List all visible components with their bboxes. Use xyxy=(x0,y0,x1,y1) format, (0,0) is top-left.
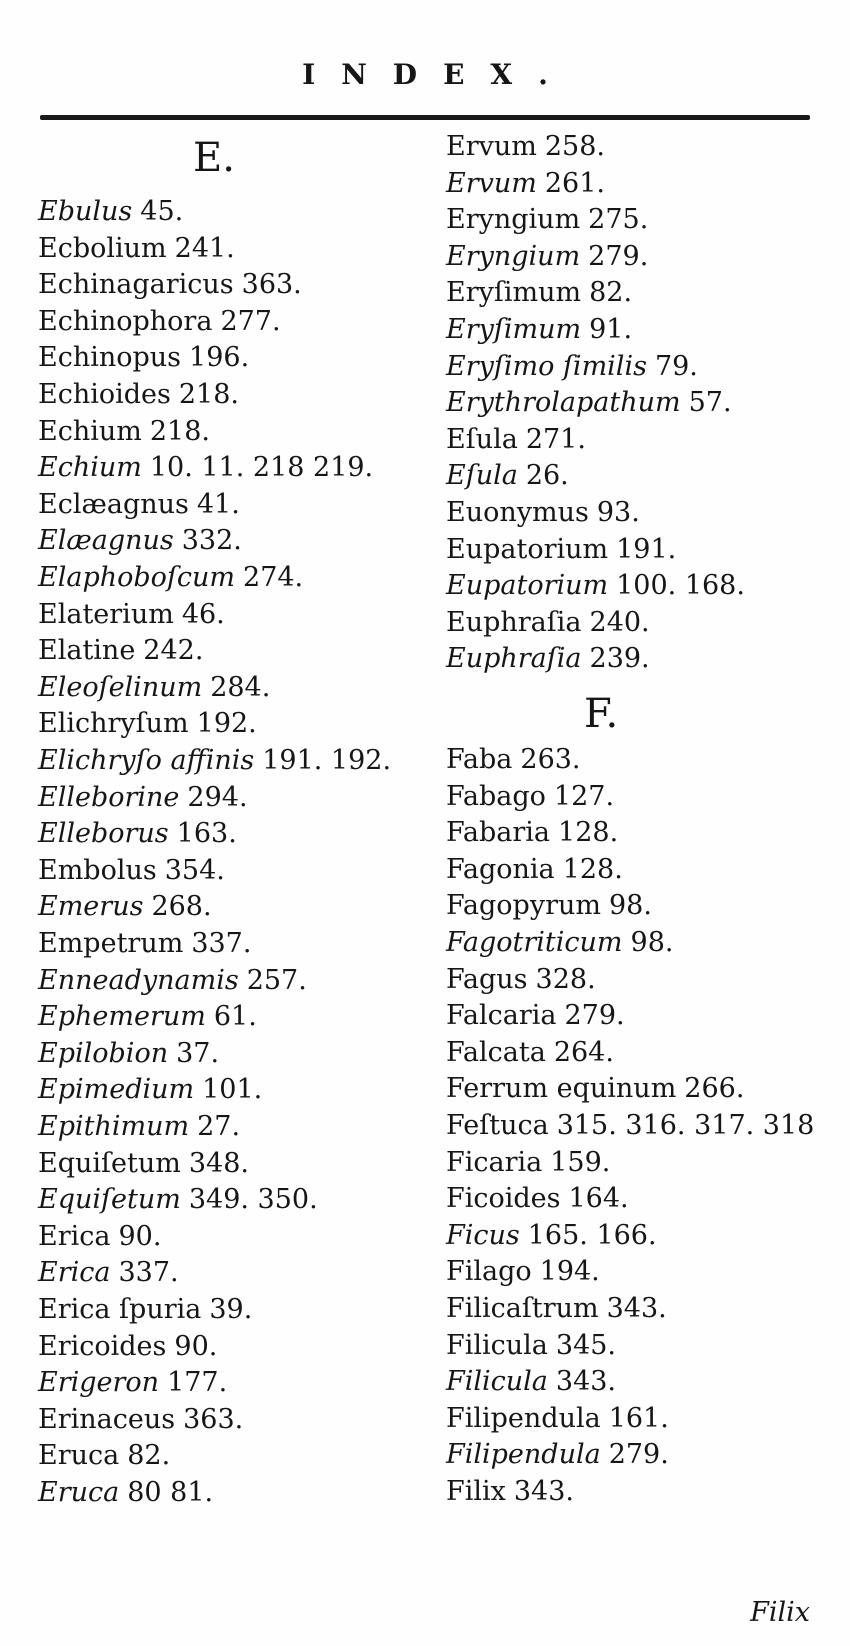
entry-term: Erigeron xyxy=(38,1367,160,1399)
entry-page-refs: 163. xyxy=(176,818,237,850)
index-entry xyxy=(38,563,303,593)
entry-term: Euphraſia xyxy=(446,606,582,638)
entry-page-refs: 10. 11. 218 219. xyxy=(149,452,374,484)
index-entry xyxy=(446,1331,616,1361)
entry-term: Equiſetum xyxy=(38,1147,181,1179)
entry-page-refs: 191. 192. xyxy=(262,745,392,776)
index-entry xyxy=(446,425,586,455)
entry-page-refs: 177. xyxy=(167,1367,228,1399)
entry-term: Ecbolium xyxy=(38,232,167,264)
index-entry xyxy=(446,315,632,345)
entry-term: Fagus xyxy=(446,963,528,995)
entry-term: Eupatorium xyxy=(446,533,609,565)
index-entry xyxy=(446,1148,610,1178)
entry-term: Fabaria xyxy=(446,817,551,849)
index-entry xyxy=(38,234,235,264)
entry-page-refs: 41. xyxy=(196,488,240,520)
entry-page-refs: 343. xyxy=(606,1293,667,1324)
entry-page-refs: 337. xyxy=(118,1257,179,1289)
index-entry xyxy=(446,1184,629,1214)
entry-page-refs: 39. xyxy=(209,1294,253,1325)
index-entry xyxy=(38,343,249,373)
entry-term: Eupatorium xyxy=(446,570,609,602)
entry-term: Eleoſelinum xyxy=(38,671,203,703)
entry-term: Filago xyxy=(446,1256,532,1288)
index-entry xyxy=(446,571,745,601)
entry-term: Euonymus xyxy=(446,497,589,528)
entry-term: Fagopyrum xyxy=(446,890,601,922)
entry-term: Erica ſpuria xyxy=(38,1294,202,1325)
index-entry xyxy=(446,1221,657,1251)
index-entry xyxy=(446,1111,814,1141)
entry-term: Ericoides xyxy=(38,1330,167,1362)
index-entry xyxy=(446,855,623,885)
index-entry xyxy=(446,782,614,812)
entry-page-refs: 57. xyxy=(688,387,732,419)
entry-term: Emerus xyxy=(38,891,144,923)
entry-term: Epilobion xyxy=(38,1037,169,1069)
entry-page-refs: 98. xyxy=(608,890,652,922)
entry-term: Echium xyxy=(38,452,142,484)
entry-page-refs: 343. xyxy=(555,1366,617,1398)
index-entry xyxy=(446,1074,744,1104)
index-entry xyxy=(38,197,183,227)
entry-page-refs: 101. xyxy=(202,1074,263,1106)
index-entry xyxy=(446,169,605,199)
entry-term: Ficoides xyxy=(446,1183,561,1215)
entry-page-refs: 271. xyxy=(525,423,586,455)
entry-page-refs: 46. xyxy=(181,598,225,630)
entry-term: Eryſimum xyxy=(446,314,582,345)
entry-term: Elleborus xyxy=(38,818,169,850)
entry-page-refs: 161. xyxy=(608,1402,669,1434)
entry-term: Eclæagnus xyxy=(38,488,189,520)
entry-page-refs: 279. xyxy=(564,1000,625,1032)
entry-term: Echioides xyxy=(38,379,171,410)
entry-term: Feſtuca xyxy=(446,1110,549,1141)
entry-term: Eſula xyxy=(446,423,518,455)
entry-page-refs: 349. 350. xyxy=(188,1184,318,1216)
entry-term: Elichryſo affinis xyxy=(38,745,255,776)
entry-page-refs: 363. xyxy=(183,1403,244,1435)
index-entry xyxy=(446,965,596,995)
entry-page-refs: 257. xyxy=(246,964,307,996)
entry-page-refs: 194. xyxy=(539,1256,600,1288)
index-entry xyxy=(446,608,650,638)
index-entry xyxy=(446,1440,669,1470)
index-entry xyxy=(446,278,632,308)
index-entry xyxy=(446,745,581,775)
entry-page-refs: 261. xyxy=(544,167,605,199)
entry-term: Elichryſum xyxy=(38,708,189,740)
entry-page-refs: 268. xyxy=(151,891,212,923)
index-entry xyxy=(38,270,302,300)
index-entry xyxy=(38,1368,227,1398)
entry-page-refs: 279. xyxy=(608,1439,669,1471)
entry-page-refs: 343. xyxy=(513,1476,574,1507)
entry-page-refs: 90. xyxy=(118,1220,162,1252)
entry-page-refs: 91. xyxy=(589,314,633,345)
entry-page-refs: 277. xyxy=(220,305,281,337)
entry-page-refs: 284. xyxy=(210,671,271,703)
entry-page-refs: 258. xyxy=(544,131,605,162)
entry-term: Eryſimo ſimilis xyxy=(446,350,647,382)
entry-page-refs: 164. xyxy=(568,1183,629,1215)
entry-page-refs: 159. xyxy=(550,1146,611,1178)
index-entry xyxy=(38,1075,262,1105)
entry-term: Eryſimum xyxy=(446,277,582,309)
index-entry xyxy=(38,746,391,776)
entry-page-refs: 45. xyxy=(140,196,184,227)
entry-term: Ficus xyxy=(446,1219,520,1251)
entry-term: Eruca xyxy=(38,1477,120,1508)
index-entry xyxy=(38,490,240,520)
entry-page-refs: 196. xyxy=(189,342,250,374)
index-entry xyxy=(446,535,676,565)
entry-term: Echium xyxy=(38,415,142,447)
index-entry xyxy=(38,929,251,959)
index-entry xyxy=(38,1185,318,1215)
entry-page-refs: 218. xyxy=(178,379,239,410)
entry-page-refs: 90. xyxy=(174,1330,218,1362)
index-entry xyxy=(446,352,698,382)
index-entry xyxy=(38,1478,213,1508)
entry-page-refs: 80 81. xyxy=(127,1477,214,1508)
entry-page-refs: 264. xyxy=(553,1036,614,1068)
index-entry xyxy=(38,1332,217,1362)
index-entry xyxy=(446,1367,616,1397)
index-entry xyxy=(38,307,281,337)
index-entry xyxy=(446,818,618,848)
index-entry xyxy=(38,1295,252,1325)
entry-page-refs: 294. xyxy=(187,781,248,813)
entry-term: Equiſetum xyxy=(38,1184,181,1216)
entry-page-refs: 242. xyxy=(143,635,204,667)
entry-term: Ferrum equinum xyxy=(446,1073,677,1105)
index-entry xyxy=(38,1441,170,1471)
entry-term: Epithimum xyxy=(38,1111,190,1142)
entry-page-refs: 240. xyxy=(589,606,650,638)
index-entry xyxy=(446,242,648,272)
entry-term: Eſula xyxy=(446,460,518,492)
index-entry xyxy=(446,891,652,921)
index-entry xyxy=(446,1001,625,1031)
entry-page-refs: 279. xyxy=(588,240,649,272)
entry-page-refs: 37. xyxy=(176,1037,220,1069)
entry-term: Filicula xyxy=(446,1329,548,1361)
entry-page-refs: 363. xyxy=(241,269,302,301)
index-entry xyxy=(38,892,212,922)
section-letter: E. xyxy=(193,135,235,181)
entry-page-refs: 26. xyxy=(525,460,569,492)
index-entry xyxy=(446,1477,574,1507)
index-entry xyxy=(446,1404,669,1434)
entry-page-refs: 218. xyxy=(149,415,210,447)
index-entry xyxy=(446,1257,600,1287)
entry-page-refs: 191. xyxy=(616,533,677,565)
entry-term: Eruca xyxy=(38,1440,120,1472)
index-entry xyxy=(38,417,210,447)
entry-term: Elaphoboſcum xyxy=(38,562,236,593)
entry-term: Fagotriticum xyxy=(446,927,623,958)
entry-term: Filipendula xyxy=(446,1439,601,1471)
index-entry xyxy=(38,1112,240,1142)
entry-page-refs: 328. xyxy=(535,963,596,995)
entry-term: Filicula xyxy=(446,1366,548,1398)
entry-term: Epimedium xyxy=(38,1074,195,1106)
index-entry xyxy=(446,498,640,528)
entry-page-refs: 263. xyxy=(520,744,581,775)
index-entry xyxy=(446,388,732,418)
index-entry xyxy=(446,644,650,674)
index-entry xyxy=(38,673,270,703)
entry-term: Ephemerum xyxy=(38,1001,206,1033)
entry-term: Ebulus xyxy=(38,196,133,227)
entry-term: Falcaria xyxy=(446,1000,557,1032)
entry-term: Empetrum xyxy=(38,928,184,959)
entry-term: Faba xyxy=(446,744,513,775)
entry-term: Erica xyxy=(38,1220,111,1252)
entry-term: Echinophora xyxy=(38,305,213,337)
entry-page-refs: 79. xyxy=(654,350,698,382)
entry-page-refs: 82. xyxy=(127,1440,171,1472)
entry-page-refs: 128. xyxy=(562,853,623,885)
entry-term: Fagonia xyxy=(446,853,555,885)
index-entry xyxy=(38,1222,161,1252)
running-head: INDEX. xyxy=(302,58,574,91)
entry-page-refs: 348. xyxy=(188,1147,249,1179)
entry-page-refs: 266. xyxy=(684,1073,745,1105)
entry-term: Filix xyxy=(446,1476,506,1507)
entry-term: Eryngium xyxy=(446,240,581,272)
entry-page-refs: 239. xyxy=(589,643,650,675)
index-entry xyxy=(38,819,237,849)
entry-page-refs: 315. 316. 317. 318 xyxy=(556,1110,815,1141)
entry-term: Erica xyxy=(38,1257,111,1289)
entry-page-refs: 27. xyxy=(197,1111,241,1142)
entry-term: Falcata xyxy=(446,1036,546,1068)
entry-term: Fabago xyxy=(446,780,546,812)
entry-page-refs: 241. xyxy=(174,232,235,264)
entry-term: Elæagnus xyxy=(38,525,174,557)
entry-term: Enneadynamis xyxy=(38,964,239,996)
index-entry xyxy=(38,856,225,886)
index-entry xyxy=(38,783,248,813)
entry-page-refs: 192. xyxy=(196,708,257,740)
entry-page-refs: 128. xyxy=(558,817,619,849)
entry-term: Erinaceus xyxy=(38,1403,176,1435)
entry-term: Embolus xyxy=(38,854,157,886)
entry-page-refs: 354. xyxy=(164,854,225,886)
entry-term: Ficaria xyxy=(446,1146,543,1178)
index-entry xyxy=(446,1038,614,1068)
index-entry xyxy=(38,453,373,483)
entry-page-refs: 165. 166. xyxy=(527,1219,657,1251)
entry-page-refs: 275. xyxy=(588,204,649,236)
index-entry xyxy=(446,461,569,491)
catchword: Filix xyxy=(750,1597,810,1628)
index-entry xyxy=(38,966,307,996)
entry-page-refs: 274. xyxy=(243,562,304,593)
entry-term: Echinopus xyxy=(38,342,182,374)
entry-term: Elleborine xyxy=(38,781,180,813)
entry-page-refs: 61. xyxy=(213,1001,257,1033)
entry-term: Eryngium xyxy=(446,204,581,236)
index-entry xyxy=(38,380,239,410)
entry-term: Euphraſia xyxy=(446,643,582,675)
header-rule xyxy=(40,115,810,120)
section-letter: F. xyxy=(584,691,619,737)
entry-page-refs: 100. 168. xyxy=(616,570,745,602)
entry-term: Ervum xyxy=(446,167,537,199)
entry-page-refs: 332. xyxy=(181,525,242,557)
entry-term: Echinagaricus xyxy=(38,269,234,301)
entry-page-refs: 93. xyxy=(596,497,640,528)
index-entry xyxy=(38,1039,219,1069)
index-entry xyxy=(38,636,203,666)
index-entry xyxy=(38,1258,179,1288)
entry-page-refs: 127. xyxy=(553,780,615,812)
entry-page-refs: 98. xyxy=(630,927,674,958)
entry-term: Elaterium xyxy=(38,598,174,630)
index-entry xyxy=(38,600,225,630)
index-entry xyxy=(446,928,673,958)
entry-page-refs: 82. xyxy=(589,277,633,309)
index-entry xyxy=(38,1405,243,1435)
index-entry xyxy=(446,1294,667,1324)
entry-term: Filipendula xyxy=(446,1402,601,1434)
index-entry xyxy=(38,709,257,739)
entry-term: Elatine xyxy=(38,635,136,667)
index-entry xyxy=(38,1002,257,1032)
entry-term: Filicaſtrum xyxy=(446,1293,599,1324)
index-entry xyxy=(446,205,648,235)
entry-term: Ervum xyxy=(446,131,537,162)
index-entry xyxy=(38,1149,249,1179)
index-entry xyxy=(38,526,242,556)
entry-page-refs: 345. xyxy=(555,1329,617,1361)
entry-page-refs: 337. xyxy=(191,928,252,959)
index-entry xyxy=(446,132,605,162)
entry-term: Erythrolapathum xyxy=(446,387,681,419)
